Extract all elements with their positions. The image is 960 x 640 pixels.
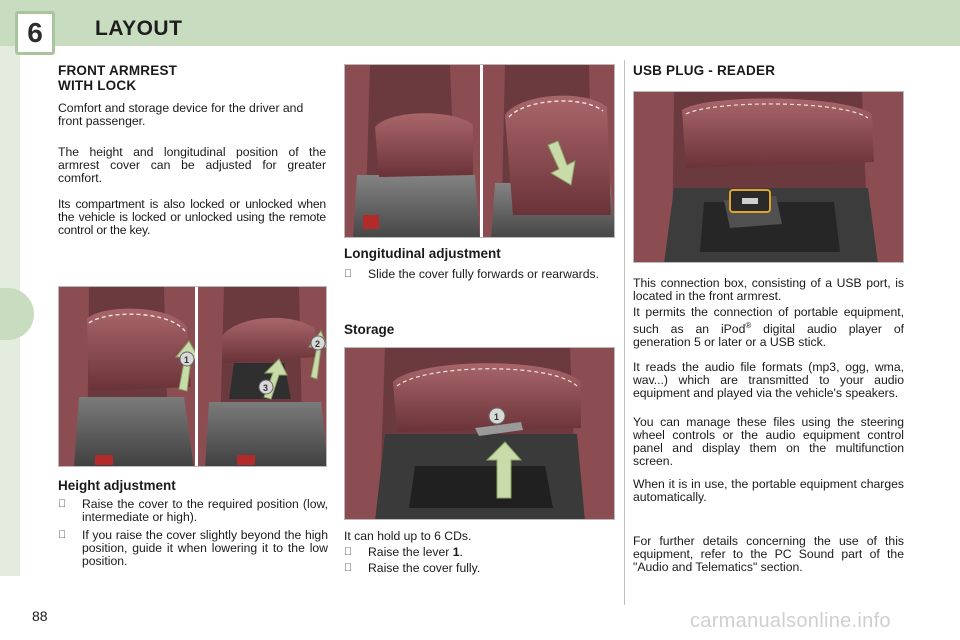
height-adjustment-illustration [59,287,327,467]
bullet-icon [58,498,82,524]
column-divider [624,60,625,605]
label-3: 3 [263,383,269,393]
watermark: carmanualsonline.info [690,610,891,632]
usb-reader-figure [633,91,904,263]
bullet-icon [344,562,368,575]
bullet-icon [344,268,368,281]
storage-bullet-2: Raise the cover fully. [344,562,616,575]
label-2: 2 [315,339,321,349]
storage-label-1: 1 [494,412,500,422]
height-adjustment-figure [58,286,327,467]
storage-bullet-1: Raise the lever 1. [344,546,616,559]
armrest-title: FRONT ARMREST WITH LOCK [58,63,178,93]
usb-controls-text: You can manage these files using the steering wheel controls or the audio equipment control panel and display them on the multifunction screen. [633,415,904,468]
usb-compatibility-text: It permits the connection of portable equipment, such as an iPod® digital audio player of generation 5 or later or a USB stick. [633,305,904,350]
page-title: LAYOUT [95,17,183,40]
height-bullet-1: Raise the cover to the required position (low, intermediate or high). [58,498,328,524]
usb-reader-illustration [634,92,904,263]
usb-charging-text: When it is in use, the portable equipment charges automatically. [633,477,904,504]
height-bullet-2: If you raise the cover slightly beyond the high position, guide it when lowering it to the low position. [58,529,328,568]
armrest-intro: Comfort and storage device for the driver and front passenger. [58,101,304,128]
height-adjustment-heading: Height adjustment [58,478,176,493]
storage-illustration [345,348,615,520]
armrest-adjust-text: The height and longitudinal position of the armrest cover can be adjusted for greater comfort. [58,145,326,185]
bullet-icon [58,529,82,568]
armrest-lock-text: Its compartment is also locked or unlocked when the vehicle is locked or unlocked using the remote control or the key. [58,197,326,237]
usb-location-text: This connection box, consisting of a USB port, is located in the front armrest. [633,276,904,303]
storage-figure [344,347,615,520]
usb-title: USB PLUG - READER [633,63,776,78]
storage-heading: Storage [344,322,395,337]
longitudinal-bullet-1: Slide the cover fully forwards or rearwards. [344,268,616,281]
usb-further-details-text: For further details concerning the use of this equipment, refer to the PC Sound part of the "Audio and Telematics" section. [633,534,904,574]
longitudinal-adjustment-heading: Longitudinal adjustment [344,246,501,261]
longitudinal-adjustment-illustration [345,65,615,238]
chapter-tab [0,288,34,340]
bullet-icon [344,546,368,559]
chapter-number: 6 [15,11,55,55]
page-number: 88 [32,608,48,624]
storage-intro: It can hold up to 6 CDs. [344,529,472,543]
usb-formats-text: It reads the audio file formats (mp3, ogg, wma, wav...) which are transmitted to your audio equipment and played via the vehicle's speakers. [633,360,904,400]
label-1: 1 [184,355,190,365]
longitudinal-adjustment-figure [344,64,615,238]
